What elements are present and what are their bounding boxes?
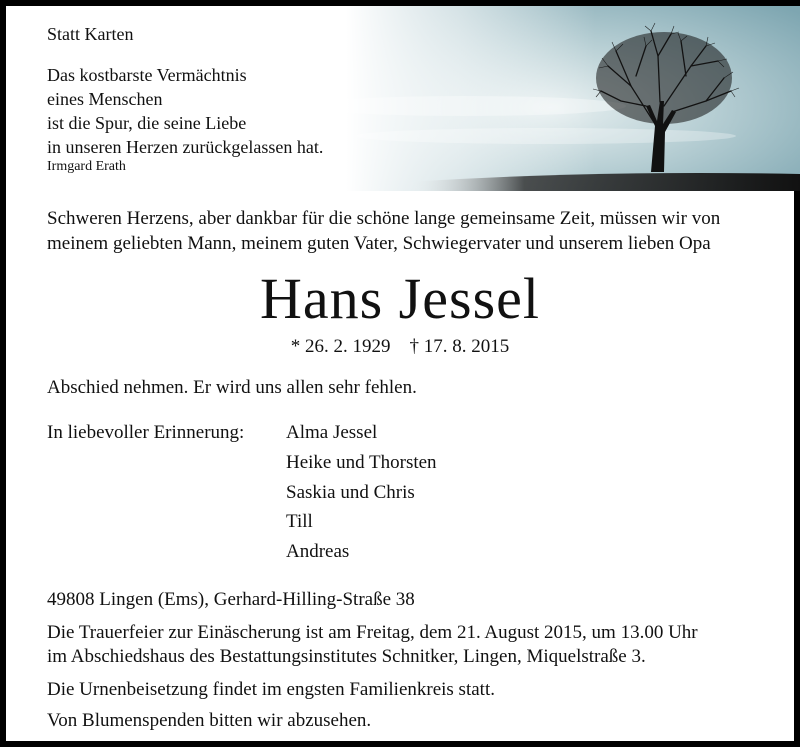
quote-line: Das kostbarste Vermächtnis xyxy=(47,65,247,85)
deceased-name: Hans Jessel xyxy=(259,266,540,331)
mourner-name: Till xyxy=(286,511,313,532)
quote-line: ist die Spur, die seine Liebe xyxy=(47,113,247,133)
address: 49808 Lingen (Ems), Gerhard-Hilling-Straße 38 xyxy=(47,589,415,610)
urn-note: Die Urnenbeisetzung findet im engsten Familienkreis statt. xyxy=(47,679,495,700)
intro-line: Schweren Herzens, aber dankbar für die schöne lange gemeinsame Zeit, müssen wir von xyxy=(47,208,721,229)
quote-author: Irmgard Erath xyxy=(47,159,126,174)
life-dates: * 26. 2. 1929 † 17. 8. 2015 xyxy=(290,336,510,357)
farewell-text: Abschied nehmen. Er wird uns allen sehr fehlen. xyxy=(47,377,417,398)
intro-line: meinem geliebten Mann, meinem guten Vater, Schwiegervater und unserem lieben Opa xyxy=(47,233,711,254)
mourner-name: Alma Jessel xyxy=(286,422,378,443)
flowers-note: Von Blumenspenden bitten wir abzusehen. xyxy=(47,710,372,731)
memory-label: In liebevoller Erinnerung: xyxy=(47,422,245,443)
funeral-line: im Abschiedshaus des Bestattungsinstitutes Schnitker, Lingen, Miquelstraße 3. xyxy=(47,646,646,667)
statt-karten-label: Statt Karten xyxy=(47,24,134,44)
mourner-name: Andreas xyxy=(286,541,350,562)
quote-line: eines Menschen xyxy=(47,89,163,109)
mourner-name: Saskia und Chris xyxy=(286,482,415,503)
mourner-name: Heike und Thorsten xyxy=(286,452,437,473)
tree-landscape-image xyxy=(346,6,800,191)
quote-line: in unseren Herzen zurückgelassen hat. xyxy=(47,137,324,157)
funeral-line: Die Trauerfeier zur Einäscherung ist am Freitag, dem 21. August 2015, um 13.00 Uhr xyxy=(47,622,698,643)
